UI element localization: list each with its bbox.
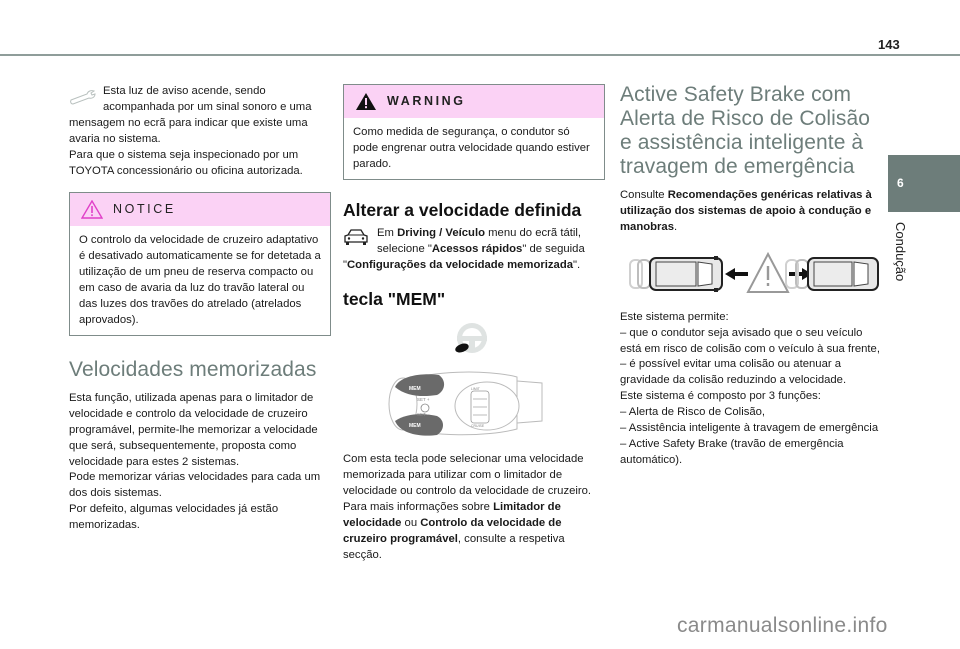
menu-quick-access: Acessos rápidos [431,242,523,255]
system-line-3: – é possível evitar uma colisão ou atenuar a gravidade da colisão reduzindo a velocidade. [620,358,847,387]
column-1 [69,84,331,534]
notice-box [69,192,331,335]
svg-text:SET +: SET + [417,397,430,403]
svg-text:LIMIT: LIMIT [471,387,480,392]
text-run: Para mais informações sobre [343,501,494,514]
text-run: " de seguida " [343,242,585,271]
chapter-number: 6 [897,176,904,190]
text-run: Em [377,226,398,239]
chapter-title: Condução [893,222,908,282]
watermark[interactable]: carmanualsonline.info [677,614,888,637]
chapter-tab[interactable] [888,155,960,212]
svg-text:SET –: SET – [417,412,430,418]
text-run: menu do ecrã tátil, selecione " [377,226,582,255]
alter-speed-instructions [343,226,605,274]
header-rule [0,54,960,56]
intro-paragraph-2: Para que o sistema seja inspecionado por um TOYOTA concessionário ou oficina autorizada. [69,148,303,177]
mem-key-illustration [367,319,605,444]
steering-stalk-illustration [367,319,567,444]
ref-general-recommendations: Recomendações genéricas relativas à utilização dos sistemas de apoio à condução e manobras [620,189,872,233]
text-run: Consulte [620,189,668,201]
collision-illustration [620,248,882,300]
car-front-icon [343,228,369,246]
ref-speed-limiter: Limitador de velocidade [343,501,561,530]
system-line-6: – Assistência inteligente à travagem de emergência [620,422,879,435]
text-run: ou [401,517,421,530]
caution-triangle-icon [81,200,103,219]
warning-header [344,85,604,118]
alter-speed-text [343,226,605,274]
column-2 [343,84,605,564]
chapter-label [890,222,912,302]
wrench-warning-icon [69,86,99,106]
text-run: ". [573,258,581,271]
mem-paragraph-1: Com esta tecla pode selecionar uma velocidade memorizada para utilizar com o limitador de velocidade ou controlo da velocidade de cruzeiro. [343,453,592,498]
system-line-4: Este sistema é composto por 3 funções: [620,390,821,403]
system-line-7: – Active Safety Brake (travão de emergência automático). [620,437,844,466]
notice-header [70,193,330,226]
svg-text:MEM: MEM [409,386,421,393]
text-run: . [674,220,678,233]
section-title-active-safety-brake: Active Safety Brake com Alerta de Risco de Colisão e assistência inteligente à travagem de emergência [620,83,871,178]
intro-paragraph-1: Esta luz de aviso acende, sendo acompanhada por um sinal sonoro e uma mensagem no ecrã para indicar que existe uma avaria no sistema. [69,85,312,145]
two-cars-collision-warning-icon [620,248,880,300]
section-title-mem-key: tecla "MEM" [343,289,446,310]
system-line-5: – Alerta de Risco de Colisão, [620,406,766,419]
menu-driving-vehicle: Driving / Veículo [397,226,485,239]
notice-body: O controlo da velocidade de cruzeiro adaptativo é desativado automaticamente se for detetada a utilização de um pneu de reserva compacto ou em caso de avaria da luz do travão lateral ou das luzes dos travões do atrelado (atrelados aprovados). [79,234,321,326]
system-line-1: Este sistema permite: [620,310,729,323]
ref-cruise-control: Controlo da velocidade de cruzeiro programável [343,517,562,545]
section-paragraph-2: Pode memorizar várias velocidades para cada um dos dois sistemas. [69,471,321,500]
section-title-memorized-speeds: Velocidades memorizadas [69,357,317,381]
text-run: , consulte a respetiva secção. [343,532,565,561]
svg-text:MEM: MEM [409,423,421,430]
consult-paragraph [620,188,882,236]
warning-triangle-icon [355,92,377,111]
mem-paragraph-2 [343,500,605,564]
page-number: 143 [878,37,900,52]
warning-light-intro [69,84,331,179]
notice-title: NOTICE [113,201,176,216]
warning-title: WARNING [387,93,466,108]
section-title-alter-speed: Alterar a velocidade definida [343,199,582,220]
column-3 [620,83,882,469]
steering-wheel-icon [454,323,487,354]
warning-box [343,84,605,180]
section-paragraph-1: Esta função, utilizada apenas para o limitador de velocidade e controlo da velocidade de cruzeiro programável, permite-lhe memorizar a velocidade que será, subsequentemente, proposta como velocidade para estes 2 sistemas. [69,391,318,468]
svg-text:CRUISE: CRUISE [471,424,485,429]
section-paragraph-3: Por defeito, algumas velocidades já estão memorizadas. [69,503,279,532]
warning-body: Como medida de segurança, o condutor só pode engrenar outra velocidade quando estiver parado. [353,126,590,170]
menu-memorized-speed-settings: Configurações da velocidade memorizada [347,258,574,271]
system-line-2: – que o condutor seja avisado que o seu veículo está em risco de colisão com o veículo à sua frente, [620,326,880,355]
